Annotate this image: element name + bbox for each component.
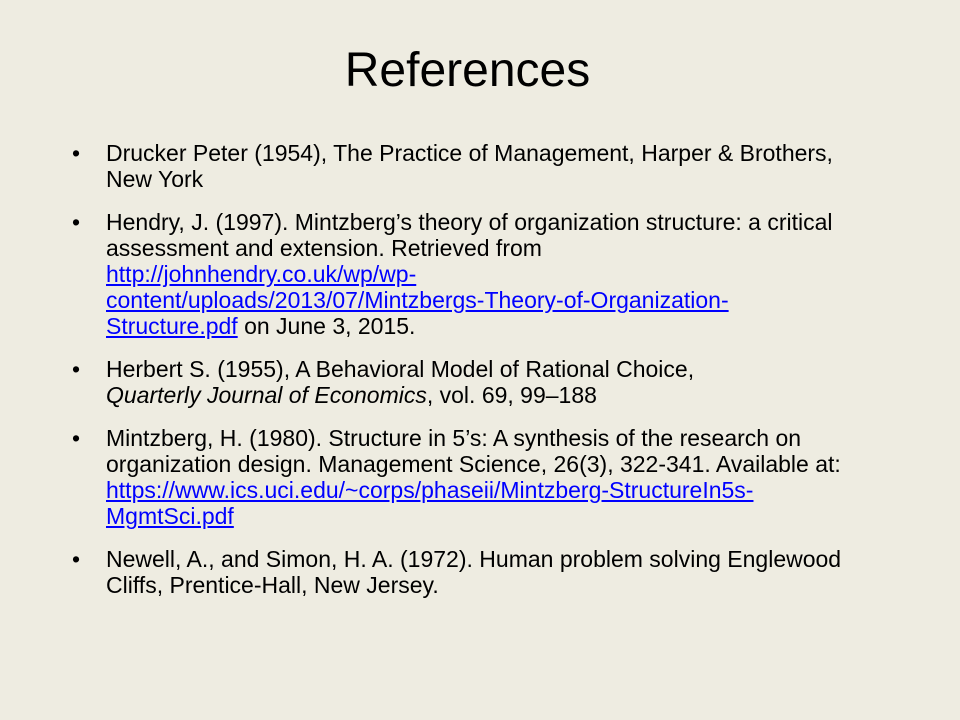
- reference-item-newell: [72, 546, 872, 598]
- reference-item-mintzberg: [72, 425, 872, 529]
- reference-link-line[interactable]: http://johnhendry.co.uk/wp/wp-: [106, 261, 417, 287]
- reference-text: on June 3, 2015.: [237, 313, 416, 339]
- references-list: [72, 140, 872, 615]
- reference-item-drucker: [72, 140, 872, 192]
- reference-item-herbert: [72, 356, 872, 408]
- reference-text: Hendry, J. (1997). Mintzberg’s theory of organization structure: a critical assessment and extension. Retrieved from: [106, 209, 833, 261]
- slide-title: References: [344, 44, 591, 97]
- bullet-icon: •: [72, 356, 81, 382]
- reference-text: Herbert S. (1955), A Behavioral Model of Rational Choice,: [106, 356, 695, 382]
- reference-link-line[interactable]: Structure.pdf: [106, 313, 238, 339]
- bullet-icon: •: [72, 546, 81, 572]
- reference-text: Newell, A., and Simon, H. A. (1972). Human problem solving Englewood Cliffs, Prentice-Hall, New Jersey.: [106, 546, 842, 598]
- reference-link-hendry[interactable]: [106, 261, 729, 339]
- reference-link-line[interactable]: content/uploads/2013/07/Mintzbergs-Theory-of-Organization-: [106, 287, 729, 313]
- journal-title: Quarterly Journal of Economics: [106, 382, 427, 408]
- bullet-icon: •: [72, 209, 81, 235]
- bullet-icon: •: [72, 140, 81, 166]
- bullet-icon: •: [72, 425, 81, 451]
- reference-link-line[interactable]: https://www.ics.uci.edu/~corps/phaseii/Mintzberg-StructureIn5s-: [106, 477, 754, 503]
- reference-text: Mintzberg, H. (1980). Structure in 5’s: A synthesis of the research on organization design. Management Science, 26(3), 322-341. Available at:: [106, 425, 841, 477]
- reference-link-mintzberg[interactable]: [106, 477, 753, 529]
- reference-text: Drucker Peter (1954), The Practice of Management, Harper & Brothers, New York: [106, 140, 833, 192]
- reference-item-hendry: [72, 209, 872, 339]
- reference-link-line[interactable]: MgmtSci.pdf: [106, 503, 234, 529]
- reference-text: , vol. 69, 99–188: [426, 382, 597, 408]
